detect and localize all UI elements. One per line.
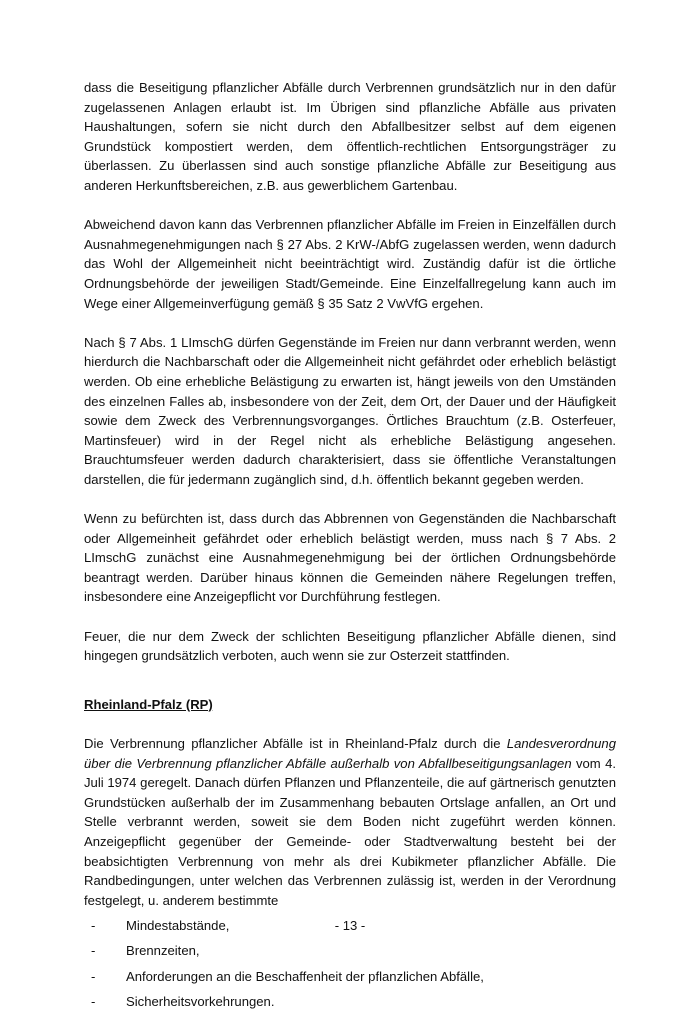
- paragraph-2: Abweichend davon kann das Verbrennen pflanzlicher Abfälle im Freien in Einzelfällen durch Ausnahmegenehmigungen nach § 27 Abs. 2 KrW-/AbfG zugelassen werden, wenn dadurch das Wohl der Allgemeinheit nicht beeinträchtigt wird. Zuständig dafür ist die örtliche Ordnungsbehörde der jeweiligen Stadt/Gemeinde. Eine Einzelfallregelung kann auch im Wege einer Allgemeinverfügung gemäß § 35 Satz 2 VwVfG ergehen.: [84, 217, 616, 311]
- list-bullet: -: [91, 968, 96, 984]
- rp-regulation-title: Landesverordnung über die Verbrennung pflanzlicher Abfälle außerhalb von Abfallbeseitigungsanlagen: [84, 736, 616, 771]
- list-bullet: -: [91, 918, 96, 934]
- paragraph-1: dass die Beseitigung pflanzlicher Abfälle durch Verbrennen grundsätzlich nur in den dafür zugelassenen Anlagen erlaubt ist. Im Übrigen sind pflanzliche Abfälle aus privaten Haushaltungen, sofern sie nicht durch den Abfallbesitzer selbst auf dem eigenen Grundstück kompostiert werden, dem öffentlich-rechtlichen Entsorgungsträger zu überlassen. Zu überlassen sind auch sonstige pflanzliche Abfälle zur Beseitigung aus anderen Herkunftsbereichen, z.B. aus gewerblichem Gartenbau.: [84, 80, 616, 193]
- list-item-text: Sicherheitsvorkehrungen.: [126, 993, 275, 1009]
- list-item: [84, 941, 616, 961]
- list-bullet: -: [91, 943, 96, 959]
- paragraph-4: Wenn zu befürchten ist, dass durch das Abbrennen von Gegenständen die Nachbarschaft oder Allgemeinheit gefährdet oder erheblich belästigt werden, muss nach § 7 Abs. 2 LImschG zunächst eine Ausnahmegenehmigung bei der örtlichen Ordnungsbehörde beantragt werden. Darüber hinaus können die Gemeinden nähere Regelungen treffen, insbesondere eine Anzeigepflicht vor Durchführung festlegen.: [84, 511, 616, 605]
- rp-intro: Die Verbrennung pflanzlicher Abfälle ist in Rheinland-Pfalz durch die: [84, 736, 507, 751]
- document-body: [84, 78, 616, 1017]
- section-heading-rheinland-pfalz: Rheinland-Pfalz (RP): [84, 696, 213, 712]
- paragraph-rp: [84, 734, 616, 910]
- paragraph-3: Nach § 7 Abs. 1 LImschG dürfen Gegenstände im Freien nur dann verbrannt werden, wenn hierdurch die Nachbarschaft oder die Allgemeinheit nicht gefährdet oder erheblich belästigt werden. Ob eine erhebliche Belästigung zu erwarten ist, hängt jeweils von den Umständen des einzelnen Falles ab, insbesondere von der Zeit, dem Ort, der Dauer und der Häufigkeit sowie dem Zweck des Verbrennungsvorganges. Örtliches Brauchtum (z.B. Osterfeuer, Martinsfeuer) wird in der Regel nicht als erhebliche Belästigung angesehen. Brauchtumsfeuer werden dadurch charakterisiert, dass sie öffentliche Veranstaltungen darstellen, die für jedermann zugänglich sind, d.h. öffentlich bekannt gegeben werden.: [84, 334, 616, 487]
- list-item-text: Brennzeiten,: [126, 943, 200, 959]
- paragraph-5: Feuer, die nur dem Zweck der schlichten Beseitigung pflanzlicher Abfälle dienen, sind hingegen grundsätzlich verboten, auch wenn sie zur Osterzeit stattfinden.: [84, 628, 616, 664]
- rp-rest: vom 4. Juli 1974 geregelt. Danach dürfen Pflanzen und Pflanzenteile, die auf gärtnerisch genutzten Grundstücken außerhalb der im Zusammenhang bebauten Ortslage anfallen, an Ort und Stelle verbrannt werden, soweit sie dem Boden nicht zugeführt werden können. Anzeigepflicht gegenüber der Gemeinde- oder Stadtverwaltung besteht bei der beabsichtigten Verbrennung von mehr als drei Kubikmeter pflanzlicher Abfälle. Die Randbedingungen, unter welchen das Verbrennen zulässig ist, werden in der Verordnung festgelegt, u. anderem bestimmte: [84, 755, 616, 908]
- list-item-text: Anforderungen an die Beschaffenheit der pflanzlichen Abfälle,: [126, 968, 484, 984]
- list-item: [84, 967, 616, 987]
- list-item: [84, 992, 616, 1012]
- page-number: - 13 -: [334, 918, 366, 933]
- list-bullet: -: [91, 993, 96, 1009]
- list-item-text: Mindestabstände,: [126, 918, 230, 934]
